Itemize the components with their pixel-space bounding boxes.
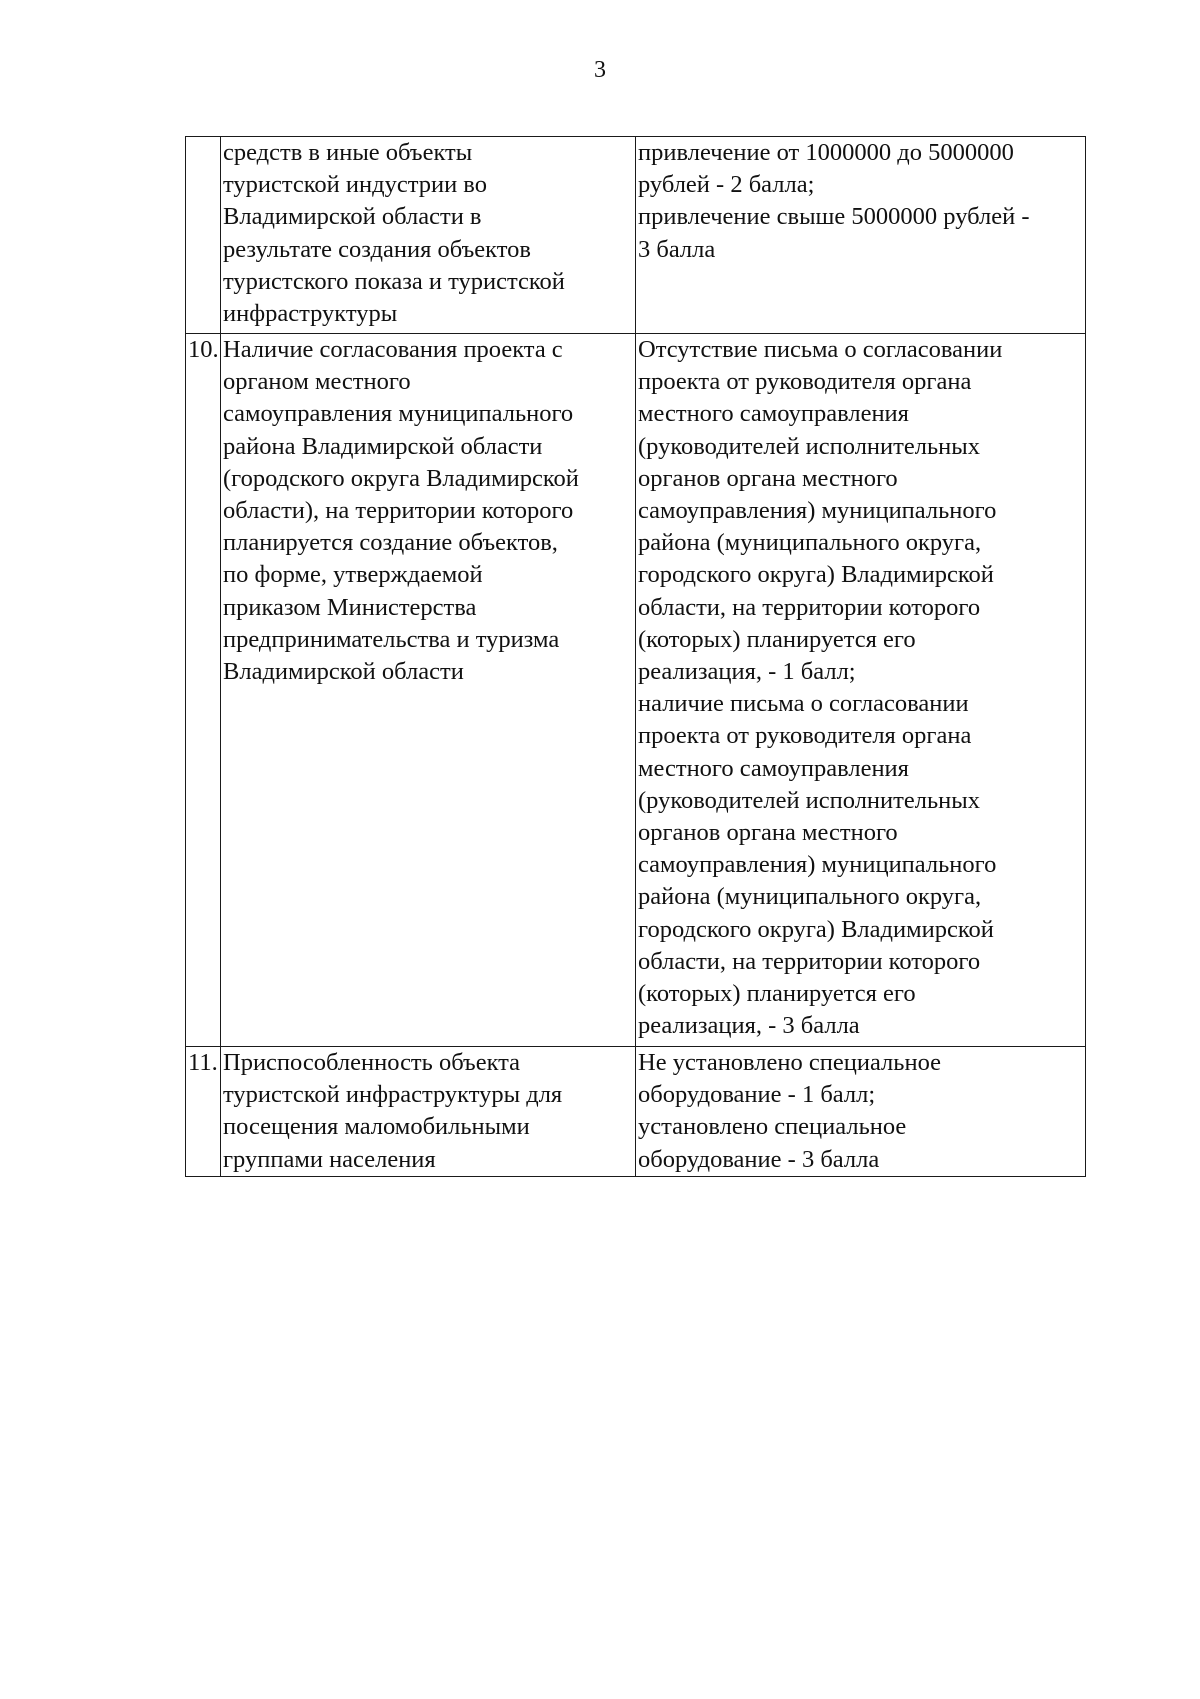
criterion-line: по форме, утверждаемой	[223, 561, 483, 589]
score-line: области, на территории которого	[638, 947, 981, 975]
score-line: установлено специальное	[638, 1113, 907, 1141]
criterion-line: туристского показа и туристской	[223, 267, 565, 295]
score-line: области, на территории которого	[638, 593, 981, 621]
page-number: 3	[594, 57, 606, 83]
score-line: (которых) планируется его	[638, 980, 916, 1008]
criterion-cell	[221, 137, 636, 334]
score-line: привлечение свыше 5000000 рублей -	[638, 203, 1030, 231]
score-line: проекта от руководителя органа	[638, 722, 972, 750]
table-row	[186, 334, 1086, 1047]
score-line: городского округа) Владимирской	[638, 561, 994, 589]
score-line: органов органа местного	[638, 819, 898, 847]
score-line: (которых) планируется его	[638, 625, 916, 653]
criterion-line: приказом Министерства	[223, 593, 477, 621]
criterion-cell	[221, 334, 636, 1047]
score-line: самоуправления) муниципального	[638, 851, 997, 879]
score-line: проекта от руководителя органа	[638, 368, 972, 396]
score-line: (руководителей исполнительных	[638, 786, 980, 814]
score-line: 3 балла	[638, 235, 716, 263]
table-row	[186, 137, 1086, 334]
criterion-line: результате создания объектов	[223, 235, 531, 263]
score-line: района (муниципального округа,	[638, 883, 982, 911]
row-number-cell	[186, 137, 221, 334]
score-line: привлечение от 1000000 до 5000000	[638, 139, 1014, 166]
score-line: рублей - 2 балла;	[638, 171, 815, 199]
score-line: оборудование - 1 балл;	[638, 1081, 876, 1109]
score-line: реализация, - 3 балла	[638, 1012, 860, 1040]
score-line: самоуправления) муниципального	[638, 497, 997, 525]
criterion-line: средств в иные объекты	[223, 139, 473, 166]
score-line: (руководителей исполнительных	[638, 432, 980, 460]
row-number-cell: 11.	[186, 1047, 221, 1177]
score-line: реализация, - 1 балл;	[638, 658, 856, 686]
score-line: городского округа) Владимирской	[638, 915, 994, 943]
criterion-line: самоуправления муниципального	[223, 400, 574, 428]
score-line: района (муниципального округа,	[638, 529, 982, 557]
criterion-line: Владимирской области в	[223, 203, 482, 231]
criterion-line: Владимирской области	[223, 658, 464, 686]
criterion-line: органом местного	[223, 368, 411, 396]
criterion-line: туристской индустрии во	[223, 171, 487, 199]
criterion-line: (городского округа Владимирской	[223, 464, 579, 492]
row-number-cell: 10.	[186, 334, 221, 1047]
score-line: местного самоуправления	[638, 754, 909, 782]
score-cell	[636, 334, 1086, 1047]
criterion-line: Приспособленность объекта	[223, 1049, 521, 1076]
criterion-line: области), на территории которого	[223, 497, 574, 525]
criterion-cell	[221, 1047, 636, 1177]
criterion-line: района Владимирской области	[223, 432, 543, 460]
score-cell	[636, 137, 1086, 334]
criterion-line: посещения маломобильными	[223, 1113, 530, 1141]
criterion-line: планируется создание объектов,	[223, 529, 558, 557]
criteria-table	[185, 136, 1086, 1177]
score-line: органов органа местного	[638, 464, 898, 492]
score-line: Отсутствие письма о согласовании	[638, 336, 1003, 363]
score-line: оборудование - 3 балла	[638, 1145, 880, 1173]
score-cell	[636, 1047, 1086, 1177]
table-row	[186, 1047, 1086, 1177]
criterion-line: Наличие согласования проекта с	[223, 336, 563, 363]
score-line: местного самоуправления	[638, 400, 909, 428]
criterion-line: группами населения	[223, 1145, 436, 1173]
score-line: Не установлено специальное	[638, 1049, 941, 1076]
criterion-line: туристской инфраструктуры для	[223, 1081, 563, 1109]
criterion-line: предпринимательства и туризма	[223, 625, 560, 653]
score-line: наличие письма о согласовании	[638, 690, 969, 718]
criterion-line: инфраструктуры	[223, 300, 398, 328]
